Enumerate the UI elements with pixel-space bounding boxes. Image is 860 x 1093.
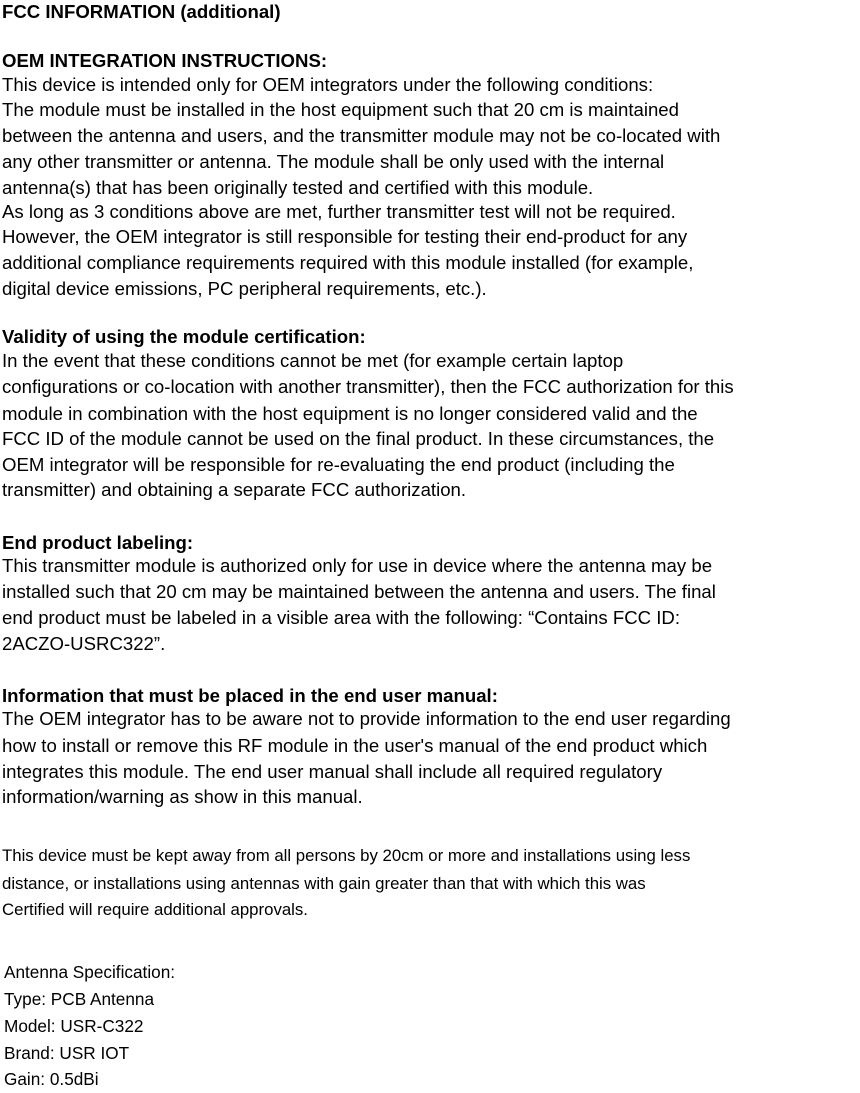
paragraph-line: integrates this module. The end user manual shall include all required regulatory	[2, 761, 663, 782]
section-heading-validity: Validity of using the module certification:	[2, 326, 366, 347]
antenna-spec-heading: Antenna Specification:	[4, 962, 176, 982]
antenna-spec-gain: Gain: 0.5dBi	[4, 1069, 99, 1089]
paragraph-line: information/warning as show in this manual.	[2, 786, 363, 807]
paragraph-line: configurations or co-location with another transmitter), then the FCC authorization for this	[2, 376, 734, 397]
notice-line: distance, or installations using antennas with gain greater than that with which this was	[2, 874, 646, 893]
section-heading-oem-integration: OEM INTEGRATION INSTRUCTIONS:	[2, 50, 328, 71]
antenna-spec-model: Model: USR-C322	[4, 1016, 144, 1036]
antenna-spec-brand: Brand: USR IOT	[4, 1043, 130, 1063]
document-title: FCC INFORMATION (additional)	[2, 1, 281, 22]
paragraph-line: The OEM integrator has to be aware not to provide information to the end user regarding	[2, 708, 731, 729]
paragraph-line: any other transmitter or antenna. The module shall be only used with the internal	[2, 151, 665, 172]
antenna-spec-type: Type: PCB Antenna	[4, 989, 155, 1009]
paragraph-line: FCC ID of the module cannot be used on the final product. In these circumstances, the	[2, 428, 715, 449]
paragraph-line: digital device emissions, PC peripheral requirements, etc.).	[2, 278, 487, 299]
notice-line: This device must be kept away from all persons by 20cm or more and installations using less	[2, 846, 691, 865]
section-heading-end-user-manual: Information that must be placed in the end user manual:	[2, 685, 498, 706]
paragraph-line: In the event that these conditions cannot be met (for example certain laptop	[2, 350, 624, 371]
paragraph-line: module in combination with the host equipment is no longer considered valid and the	[2, 403, 698, 424]
paragraph-line: additional compliance requirements required with this module installed (for example,	[2, 252, 694, 273]
paragraph-line: OEM integrator will be responsible for re-evaluating the end product (including the	[2, 454, 675, 475]
paragraph-line: antenna(s) that has been originally tested and certified with this module.	[2, 177, 594, 198]
notice-line: Certified will require additional approvals.	[2, 900, 308, 919]
paragraph-line: This device is intended only for OEM integrators under the following conditions:	[2, 74, 654, 95]
paragraph-line: how to install or remove this RF module in the user's manual of the end product which	[2, 735, 708, 756]
paragraph-line: installed such that 20 cm may be maintained between the antenna and users. The final	[2, 581, 716, 602]
paragraph-line: end product must be labeled in a visible area with the following: “Contains FCC ID:	[2, 607, 680, 628]
paragraph-line: As long as 3 conditions above are met, further transmitter test will not be required.	[2, 201, 676, 222]
paragraph-line: between the antenna and users, and the transmitter module may not be co-located with	[2, 125, 721, 146]
paragraph-line: The module must be installed in the host equipment such that 20 cm is maintained	[2, 99, 679, 120]
paragraph-line: This transmitter module is authorized only for use in device where the antenna may be	[2, 555, 713, 576]
paragraph-line: transmitter) and obtaining a separate FCC authorization.	[2, 479, 467, 500]
paragraph-line: However, the OEM integrator is still responsible for testing their end-product for any	[2, 226, 688, 247]
paragraph-line: 2ACZO-USRC322”.	[2, 633, 166, 654]
section-heading-end-product-labeling: End product labeling:	[2, 532, 194, 553]
